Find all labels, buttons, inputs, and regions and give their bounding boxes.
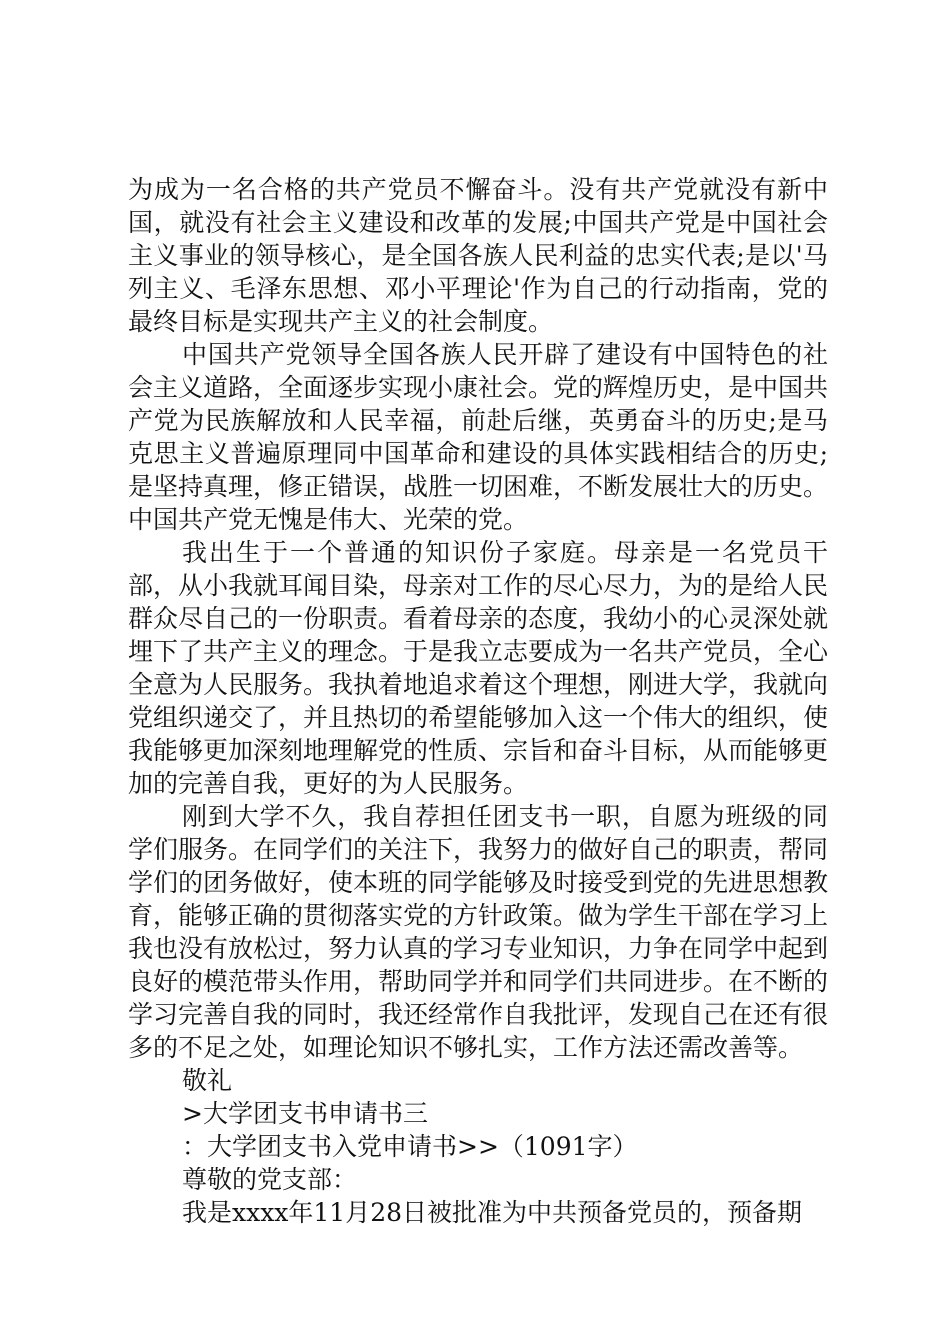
document-page [128, 173, 828, 1229]
closing-line: 敬礼 [182, 1066, 233, 1095]
section-heading: >大学团支书申请书三 [182, 1099, 428, 1128]
body-paragraph-2: 中国共产党领导全国各族人民开辟了建设有中国特色的社会主义道路，全面逐步实现小康社会。党的辉煌历史，是中国共产党为民族解放和人民幸福，前赴后继，英勇奋斗的历史;是马克思主义普遍原理同中国革命和建设的具体实践相结合的历史;是坚持真理，修正错误，战胜一切困难，不断发展壮大的历史。中国共产党无愧是伟大、光荣的党。 [128, 340, 829, 534]
body-paragraph-1: 为成为一名合格的共产党员不懈奋斗。没有共产党就没有新中国，就没有社会主义建设和改革的发展;中国共产党是中国社会主义事业的领导核心，是全国各族人民利益的忠实代表;是以'马列主义、毛泽东思想、邓小平理论'作为自己的行动指南，党的最终目标是实现共产主义的社会制度。 [128, 175, 828, 336]
next-paragraph-start: 我是xxxx年11月28日被批准为中共预备党员的，预备期 [182, 1198, 803, 1227]
body-paragraph-4: 刚到大学不久，我自荐担任团支书一职，自愿为班级的同学们服务。在同学们的关注下，我努力的做好自己的职责，帮同学们的团务做好，使本班的同学能够及时接受到党的先进思想教育，能够正确的贯彻落实党的方针政策。做为学生干部在学习上我也没有放松过，努力认真的学习专业知识，力争在同学中起到良好的模范带头作用，帮助同学并和同学们共同进步。在不断的学习完善自我的同时，我还经常作自我批评，发现自己在还有很多的不足之处，如理论知识不够扎实，工作方法还需改善等。 [128, 802, 829, 1062]
salutation-line: 尊敬的党支部： [182, 1165, 358, 1194]
section-subtitle: ：大学团支书入党申请书>>（1091字） [182, 1132, 638, 1161]
body-paragraph-3: 我出生于一个普通的知识份子家庭。母亲是一名党员干部，从小我就耳闻目染，母亲对工作的尽心尽力，为的是给人民群众尽自己的一份职责。看着母亲的态度，我幼小的心灵深处就埋下了共产主义的理念。于是我立志要成为一名共产党员，全心全意为人民服务。我执着地追求着这个理想，刚进大学，我就向党组织递交了，并且热切的希望能够加入这一个伟大的组织，使我能够更加深刻地理解党的性质、宗旨和奋斗目标，从而能够更加的完善自我，更好的为人民服务。 [128, 538, 829, 798]
